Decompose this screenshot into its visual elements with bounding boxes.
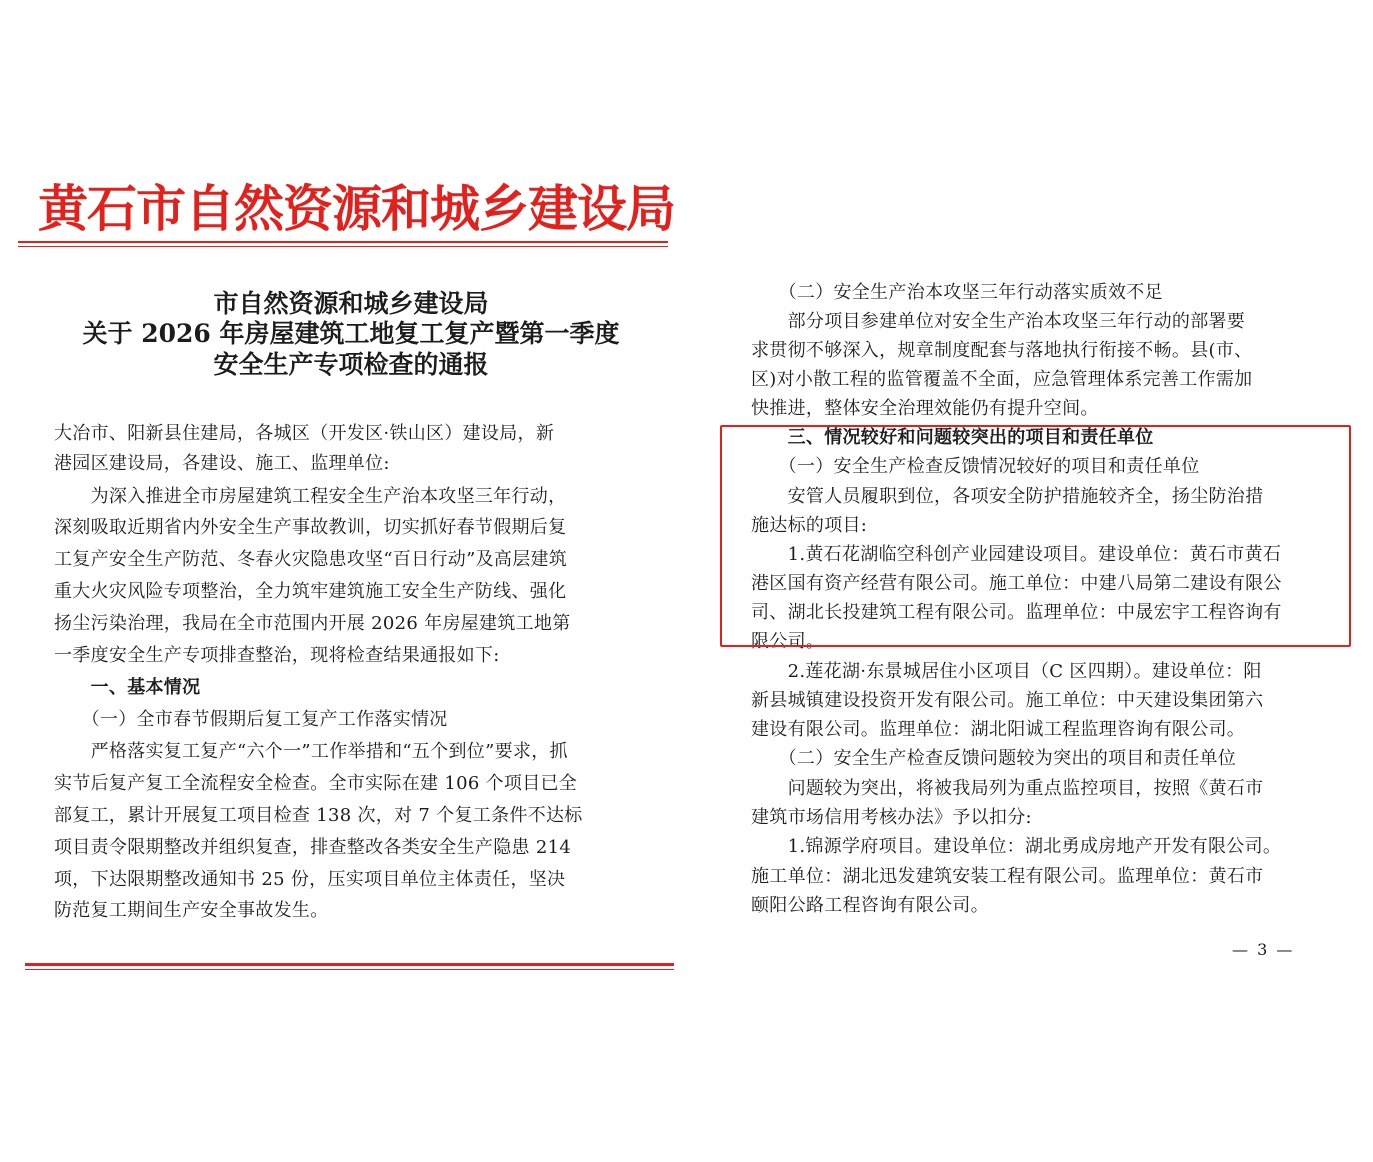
left-line: 实节后复产复工全流程安全检查。全市实际在建 106 个项目已全 bbox=[54, 773, 578, 794]
doc-title-line-2: 关于 2026 年房屋建筑工地复工复产暨第一季度 bbox=[82, 319, 620, 348]
masthead-title: 黄石市自然资源和城乡建设局 bbox=[38, 179, 675, 238]
subsection-heading: （一）全市春节假期后复工复产工作落实情况 bbox=[54, 709, 448, 730]
bottom-rule-top bbox=[25, 963, 674, 966]
right-line: 安管人员履职到位，各项安全防护措施较齐全，扬尘防治措 bbox=[751, 486, 1264, 507]
right-line: 限公司。 bbox=[751, 631, 825, 652]
right-line: 问题较为突出，将被我局列为重点监控项目，按照《黄石市 bbox=[751, 778, 1264, 799]
subsection-heading: （二）安全生产检查反馈问题较为突出的项目和责任单位 bbox=[751, 748, 1237, 769]
masthead-rule-bottom bbox=[18, 246, 668, 247]
left-line: 一季度安全生产专项排查整治，现将检查结果通报如下: bbox=[54, 645, 500, 666]
doc-title-line-1: 市自然资源和城乡建设局 bbox=[213, 289, 489, 318]
right-line: 2.莲花湖·东景城居住小区项目（C 区四期）。建设单位：阳 bbox=[751, 661, 1262, 682]
right-line: 新县城镇建设投资开发有限公司。施工单位：中天建设集团第六 bbox=[751, 690, 1264, 711]
left-line: 项，下达限期整改通知书 25 份，压实项目单位主体责任，坚决 bbox=[54, 869, 566, 890]
right-line: 颐阳公路工程咨询有限公司。 bbox=[751, 895, 989, 916]
bottom-rule-bottom bbox=[25, 969, 674, 970]
left-line: 工复产安全生产防范、冬春火灾隐患攻坚“百日行动”及高层建筑 bbox=[54, 549, 568, 570]
subsection-heading: （二）安全生产治本攻坚三年行动落实质效不足 bbox=[751, 282, 1163, 303]
right-line: 求贯彻不够深入，规章制度配套与落地执行衔接不畅。县(市、 bbox=[751, 340, 1253, 361]
right-line: 港区国有资产经营有限公司。施工单位：中建八局第二建设有限公 bbox=[751, 573, 1282, 594]
right-line: 1.锦源学府项目。建设单位：湖北勇成房地产开发有限公司。 bbox=[751, 836, 1282, 857]
masthead-rule-top bbox=[18, 241, 668, 243]
left-line: 扬尘污染治理，我局在全市范围内开展 2026 年房屋建筑工地第 bbox=[54, 613, 571, 634]
subsection-heading: （一）安全生产检查反馈情况较好的项目和责任单位 bbox=[751, 456, 1200, 477]
right-line: 部分项目参建单位对安全生产治本攻坚三年行动的部署要 bbox=[751, 311, 1246, 332]
right-line: 施工单位：湖北迅发建筑安装工程有限公司。监理单位：黄石市 bbox=[751, 866, 1264, 887]
right-line: 建筑市场信用考核办法》予以扣分: bbox=[751, 807, 1032, 828]
left-line: 项目责令限期整改并组织复查，排查整改各类安全生产隐患 214 bbox=[54, 837, 572, 858]
right-line: 1.黄石花湖临空科创产业园建设项目。建设单位：黄石市黄石 bbox=[751, 544, 1282, 565]
left-line: 深刻吸取近期省内外安全生产事故教训，切实抓好春节假期后复 bbox=[54, 517, 567, 538]
left-line: 部复工，累计开展复工项目检查 138 次，对 7 个复工条件不达标 bbox=[54, 805, 583, 826]
right-line: 快推进，整体安全治理效能仍有提升空间。 bbox=[751, 398, 1099, 419]
doc-title-line-3: 安全生产专项检查的通报 bbox=[213, 350, 489, 379]
right-line: 建设有限公司。监理单位：湖北阳诚工程监理咨询有限公司。 bbox=[751, 719, 1246, 740]
right-line: 司、湖北长投建筑工程有限公司。监理单位：中晟宏宇工程咨询有 bbox=[751, 602, 1282, 623]
left-line: 重大火灾风险专项整治，全力筑牢建筑施工安全生产防线、强化 bbox=[54, 581, 567, 602]
highlight-annotation-box bbox=[720, 425, 1351, 647]
page-number: — 3 — bbox=[1232, 940, 1295, 959]
left-line: 防范复工期间生产安全事故发生。 bbox=[54, 900, 329, 921]
section-heading-basic: 一、基本情况 bbox=[54, 677, 201, 698]
right-line: 施达标的项目: bbox=[751, 515, 868, 536]
left-line: 严格落实复工复产“六个一”工作举措和“五个到位”要求，抓 bbox=[54, 741, 568, 762]
left-line: 港园区建设局，各建设、施工、监理单位: bbox=[54, 453, 390, 474]
left-line: 大冶市、阳新县住建局，各城区（开发区·铁山区）建设局，新 bbox=[54, 423, 555, 444]
right-line: 区)对小散工程的监管覆盖不全面，应急管理体系完善工作需加 bbox=[751, 369, 1253, 390]
left-line: 为深入推进全市房屋建筑工程安全生产治本攻坚三年行动， bbox=[54, 486, 567, 507]
section-heading-three: 三、情况较好和问题较突出的项目和责任单位 bbox=[751, 427, 1154, 448]
